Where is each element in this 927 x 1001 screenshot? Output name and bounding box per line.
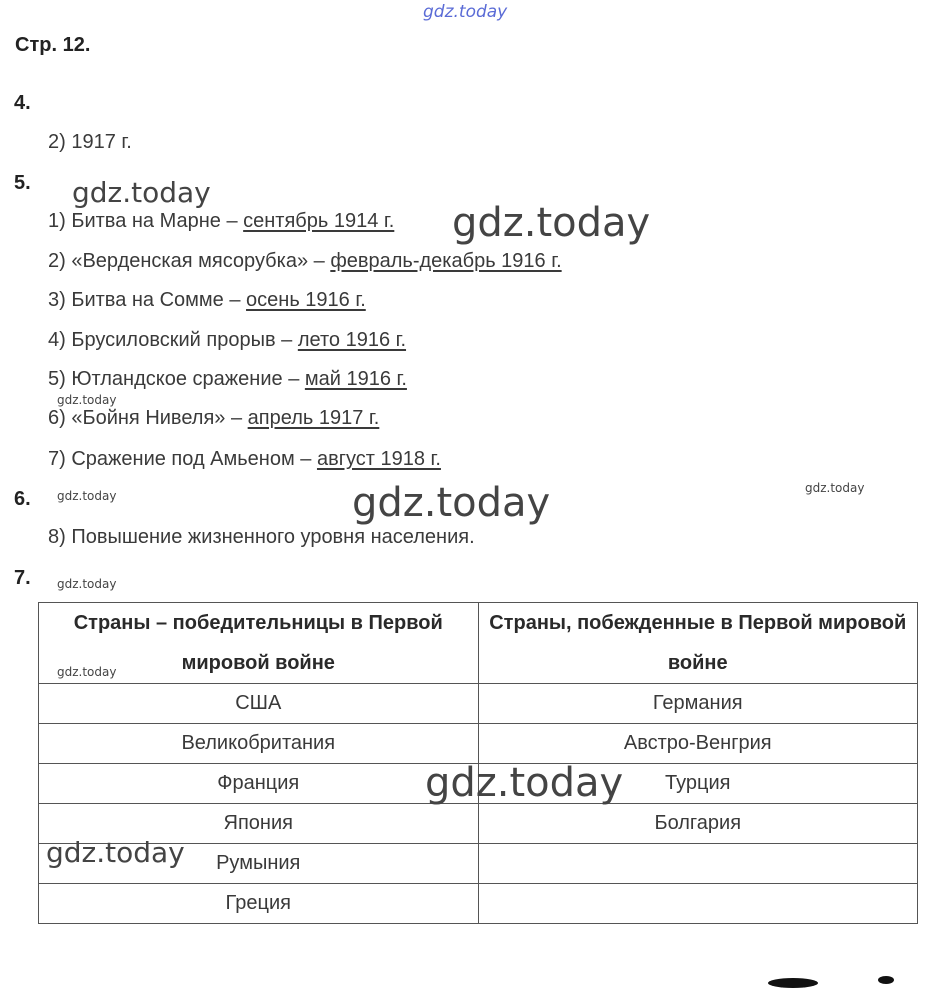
question-6-number: 6. [14,488,31,510]
scan-mark [878,976,894,984]
loser-cell: Австро-Венгрия [478,724,918,764]
watermark: gdz.today [57,393,117,407]
answer-item-date: апрель 1917 г. [247,407,380,429]
answer-item-date: февраль-декабрь 1916 г. [330,250,562,272]
winner-cell: Румыния [39,844,479,884]
loser-cell [478,884,918,924]
watermark: gdz.today [57,489,117,503]
header-winners: Страны – победительницы в Первой мировой войне [39,603,479,684]
watermark: gdz.today [352,480,551,526]
scan-mark [768,978,818,988]
question-6-answer: 8) Повышение жизненного уровня населения. [48,526,475,548]
watermark: gdz.today [805,481,865,495]
answer-item-date: осень 1916 г. [246,289,366,311]
table-row [39,684,918,724]
watermark: gdz.today [57,665,117,679]
winner-cell: Япония [39,804,479,844]
watermark: gdz.today [46,836,185,869]
winner-cell: Греция [39,884,479,924]
answer-item-prefix: 2) «Верденская мясорубка» – [48,250,331,272]
watermark-top: gdz.today [423,2,508,22]
loser-cell [478,844,918,884]
answer-item [48,250,562,273]
answer-item-date: сентябрь 1914 г. [243,210,395,232]
loser-cell: Германия [478,684,918,724]
page-reference: Стр. 12. [15,34,91,56]
answer-item-date: лето 1916 г. [297,329,407,351]
question-4-answer: 2) 1917 г. [48,131,132,153]
answer-item-date: май 1916 г. [304,368,407,390]
loser-cell: Болгария [478,804,918,844]
watermark: gdz.today [425,760,624,806]
question-4-number: 4. [14,92,31,114]
header-losers: Страны, побежденные в Первой мировой войне [478,603,918,684]
answer-item [48,448,441,471]
answer-item-prefix: 4) Брусиловский прорыв – [48,329,298,351]
answer-item [48,210,394,233]
table-header-row [39,603,918,684]
answer-item [48,368,407,391]
answer-item-prefix: 7) Сражение под Амьеном – [48,448,317,470]
loser-cell: Турция [478,764,918,804]
winner-cell: США [39,684,479,724]
answer-item-prefix: 3) Битва на Сомме – [48,289,247,311]
watermark: gdz.today [57,577,117,591]
watermark: gdz.today [452,200,651,246]
answer-item-prefix: 6) «Бойня Нивеля» – [48,407,248,429]
question-7-number: 7. [14,567,31,589]
winner-cell: Великобритания [39,724,479,764]
question-5-number: 5. [14,172,31,194]
watermark: gdz.today [72,176,211,209]
table-row [39,724,918,764]
table-row [39,884,918,924]
answer-item-date: август 1918 г. [316,448,441,470]
answer-item [48,289,366,312]
winner-cell: Франция [39,764,479,804]
answer-item [48,407,379,430]
answer-item [48,329,406,352]
answer-item-prefix: 5) Ютландское сражение – [48,368,305,390]
answer-item-prefix: 1) Битва на Марне – [48,210,244,232]
